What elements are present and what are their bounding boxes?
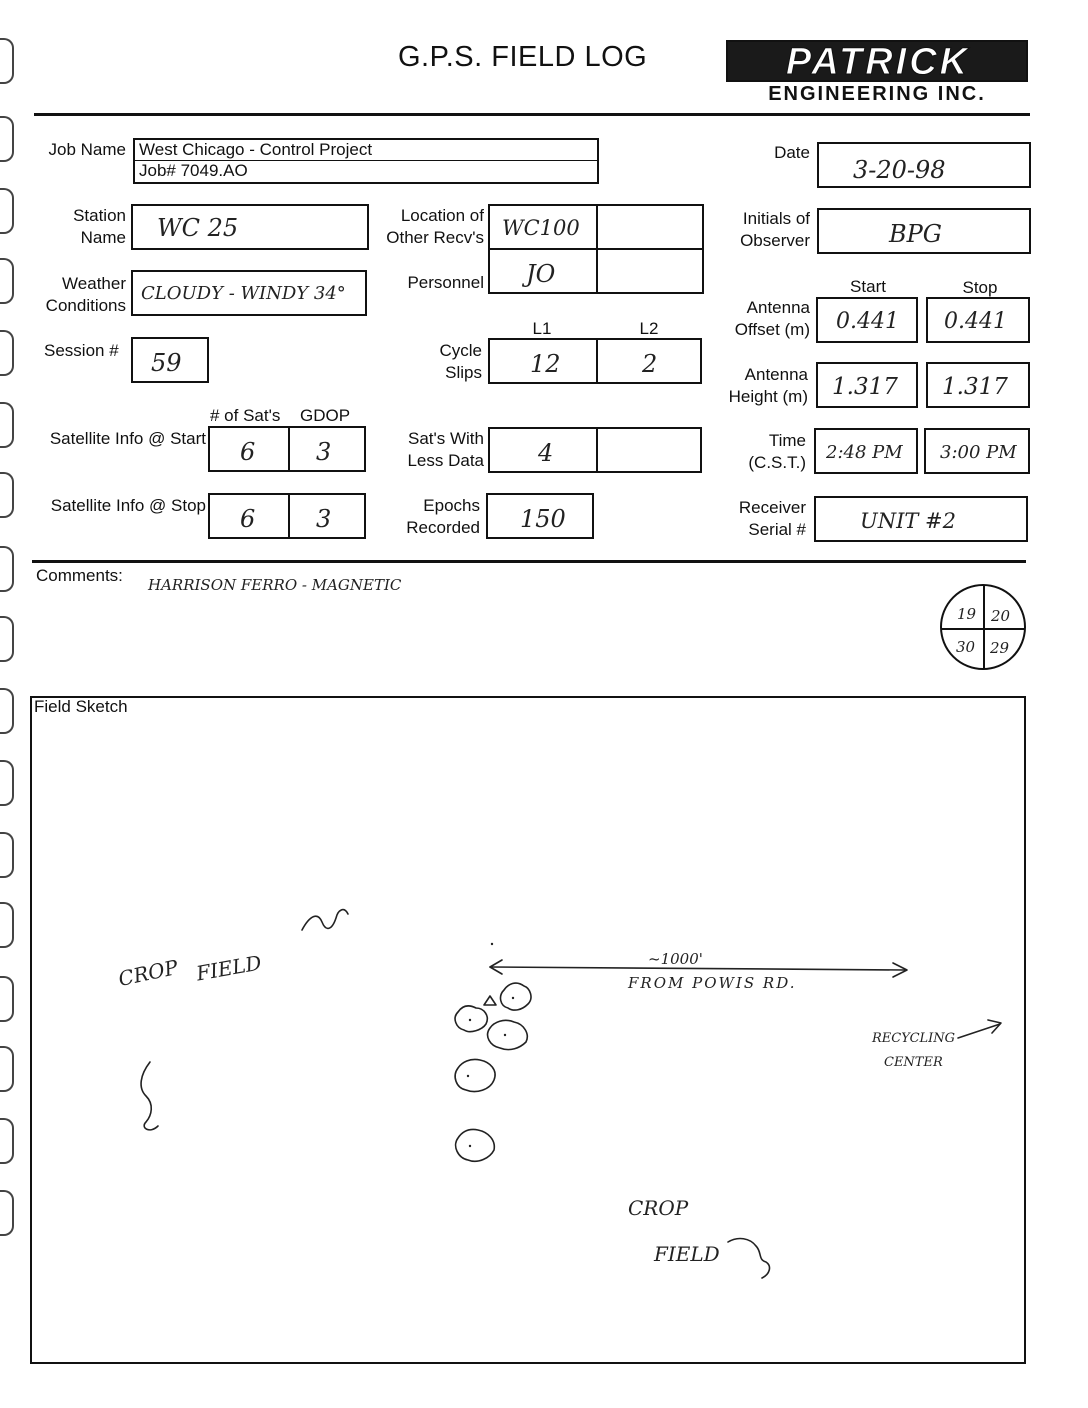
epochs-label-1: Epochs [423,496,480,515]
receiver-label-2: Serial # [748,520,806,539]
time-start-value: 2:48 PM [826,442,903,463]
date-label: Date [774,143,810,162]
sketch-crop-field-2-b: FIELD [654,1242,720,1266]
sketch-crop-field-2-a: CROP [628,1196,689,1220]
comments-label: Comments: [36,566,123,585]
sats-less-data-value: 4 [538,439,554,467]
sats-less-data-label-2: Less Data [407,451,484,470]
antenna-offset-stop-value: 0.441 [944,309,1007,334]
location-label-1: Location of [400,206,484,225]
weather-label-1: Weather [62,274,126,293]
location-other-value: WC100 [502,216,580,240]
epochs-label-2: Recorded [406,518,480,537]
sketch-from-road: FROM POWIS RD. [628,974,797,992]
time-label-2: (C.S.T.) [748,453,806,472]
epochs-value: 150 [520,505,566,533]
page-title: G.P.S. FIELD LOG [398,41,648,73]
logo-name: PATRICK [785,41,971,83]
start-sats-value: 6 [240,438,256,466]
stop-gdop-value: 3 [316,505,332,533]
session-value: 59 [151,349,182,377]
session-label: Session # [44,341,119,360]
antenna-offset-label-2: Offset (m) [734,320,810,339]
tree-clump-icon [488,1020,528,1049]
tree-squiggle-icon [728,1239,769,1278]
tree-clump-icon [456,1129,495,1161]
quadrant-bl-value: 30 [956,638,976,656]
weather-value: CLOUDY - WINDY 34° [141,283,346,304]
sats-less-data-label-1: Sat's With [408,429,484,448]
sketch-recycling-2: CENTER [884,1055,943,1070]
personnel-label: Personnel [407,273,484,292]
station-name-value: WC 25 [157,214,239,242]
comments-value[interactable]: HARRISON FERRO - MAGNETIC [148,576,402,594]
date-value: 3-20-98 [853,156,946,184]
sketch-crop-field-1-a: CROP [116,955,181,991]
sketch-distance: ~1000' [648,950,703,968]
quadrant-tr-value: 20 [991,607,1011,625]
distance-arrow-line [490,967,905,970]
tree-squiggle-icon [302,910,348,930]
stop-sats-value: 6 [240,505,256,533]
sat-info-stop-label: Satellite Info @ Stop [50,496,206,515]
quadrant-br-value: 29 [990,639,1010,657]
sat-info-start-label: Satellite Info @ Start [49,429,206,448]
initials-label-2: Observer [740,231,810,250]
station-label-1: Station [73,206,126,225]
weather-label-2: Conditions [45,296,126,315]
job-number-line2: Job# 7049.AO [139,161,248,180]
start-label: Start [850,277,886,296]
tree-clump-icon [501,983,531,1010]
receiver-label-1: Receiver [738,498,806,517]
start-gdop-value: 3 [316,438,332,466]
job-name-label: Job Name [48,140,126,159]
cycle-slips-label-1: Cycle [439,341,482,360]
antenna-height-start-value: 1.317 [832,374,898,400]
cycle-l2-value: 2 [642,350,658,378]
tree-clump-icon [455,1006,487,1032]
num-sats-label: # of Sat's [210,406,281,425]
station-triangle-icon [484,996,496,1005]
field-sketch-label: Field Sketch [34,697,128,716]
quadrant-tl-value: 19 [957,605,977,623]
time-label-1: Time [768,431,806,450]
antenna-height-label-2: Height (m) [728,387,808,406]
initials-value: BPG [889,220,942,248]
l1-label: L1 [532,319,552,338]
antenna-offset-label-1: Antenna [746,298,810,317]
cycle-slips-label-2: Slips [445,363,482,382]
job-name-line1: West Chicago - Control Project [139,140,373,159]
sketch-recycling-1: RECYCLING [872,1031,956,1046]
time-stop-value: 3:00 PM [940,442,1017,463]
tree-clump-icon [455,1059,495,1091]
initials-label-1: Initials of [742,209,810,228]
antenna-height-stop-value: 1.317 [942,374,1008,400]
location-label-2: Other Recv's [386,228,484,247]
cycle-l1-value: 12 [530,350,561,378]
sketch-crop-field-1-b: FIELD [194,950,264,986]
station-label-2: Name [80,228,126,247]
personnel-value: JO [526,260,556,288]
receiver-serial-value: UNIT #2 [860,509,957,533]
stop-label: Stop [962,278,998,297]
tree-squiggle-icon [141,1062,158,1130]
antenna-offset-start-value: 0.441 [836,309,899,334]
antenna-height-label-1: Antenna [744,365,808,384]
gdop-label: GDOP [300,406,351,425]
l2-label: L2 [639,319,659,338]
logo-subtitle: ENGINEERING INC. [768,83,986,105]
